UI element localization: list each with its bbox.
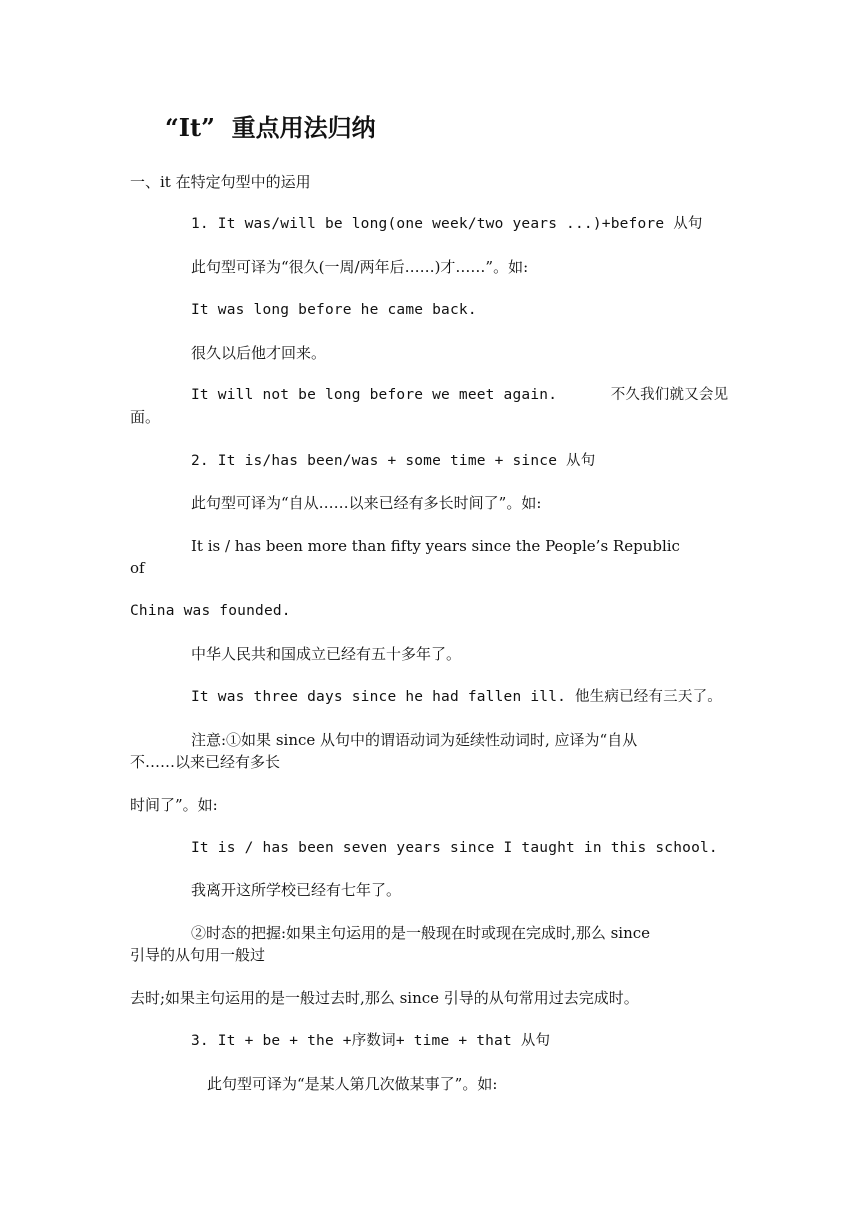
item1-pattern: 1. It was/will be long(one week/two years ...)+before 从句 [191,216,703,232]
item2-example3-en: It is / has been seven years since I taught in this school. [191,840,718,856]
item2-note2-line2: 引导的从句用一般过 [130,946,266,964]
item1-explanation: 此句型可译为“很久(一周/两年后……)才……”。如: [191,258,529,276]
item2-example1-line1: It is / has been more than fifty years since the People’s Republic [191,537,680,555]
document-title: “It” 重点用法归纳 [165,113,376,142]
item2-example1-zh: 中华人民共和国成立已经有五十多年了。 [191,645,462,663]
item1-example2-line1: It will not be long before we meet again. 不久我们就又会见 [191,387,729,403]
item2-example1-line3: China was founded. [130,603,291,619]
item3-explanation: 此句型可译为“是某人第几次做某事了”。如: [207,1075,498,1093]
item1-example1-en: It was long before he came back. [191,302,477,318]
item2-note1-line2: 不……以来已经有多长 [130,753,281,771]
item2-note1-line1: 注意:①如果 since 从句中的谓语动词为延续性动词时, 应译为“自从 [191,731,638,749]
item2-note2-line1: ②时态的把握:如果主句运用的是一般现在时或现在完成时,那么 since [191,924,651,942]
item2-note1-line3: 时间了”。如: [130,796,218,814]
item2-example2: It was three days since he had fallen ill. 他生病已经有三天了。 [191,689,722,705]
item2-note2-line3: 去时;如果主句运用的是一般过去时,那么 since 引导的从句常用过去完成时。 [130,989,639,1007]
section-heading: 一、it 在特定句型中的运用 [130,173,311,191]
item2-example1-line2: of [130,559,145,577]
item2-explanation: 此句型可译为“自从……以来已经有多长时间了”。如: [191,494,542,512]
item2-example3-zh: 我离开这所学校已经有七年了。 [191,881,402,899]
item1-example1-zh: 很久以后他才回来。 [191,344,327,362]
item3-pattern: 3. It + be + the +序数词+ time + that 从句 [191,1033,551,1049]
item1-example2-line2: 面。 [130,408,161,426]
item2-pattern: 2. It is/has been/was + some time + since 从句 [191,453,596,469]
